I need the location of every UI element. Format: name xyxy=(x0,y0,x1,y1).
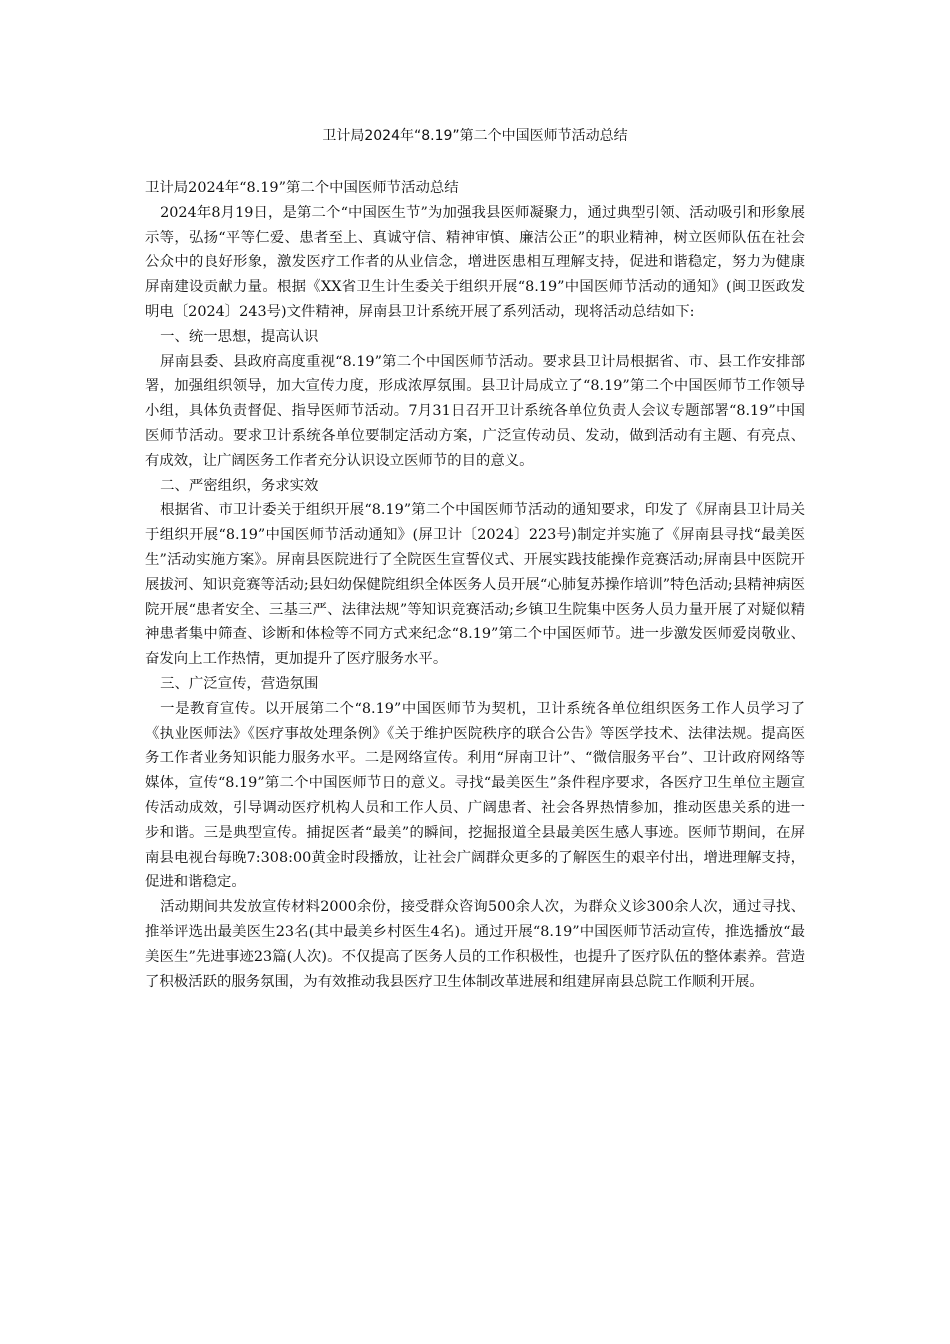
paragraph-section-2: 根据省、市卫计委关于组织开展“8.19”第二个中国医师节活动的通知要求，印发了《屏南县卫计局关于组织开展“8.19”中国医师节活动通知》(屏卫计〔2024〕223号)制定并实施了《屏南县寻找“最美医生”活动实施方案》。屏南县医院进行了全院医生宣誓仪式、开展实践技能操作竞赛活动;屏南县中医院开展拔河、知识竞赛等活动;县妇幼保健院组织全体医务人员开展“心肺复苏操作培训”特色活动;县精神病医院开展“患者安全、三基三严、法律法规”等知识竞赛活动;乡镇卫生院集中医务人员力量开展了对疑似精神患者集中筛查、诊断和体检等不同方式来纪念“8.19”第二个中国医师节。进一步激发医师爱岗敬业、奋发向上工作热情，更加提升了医疗服务水平。 xyxy=(145,502,805,668)
paragraph-intro: 2024年8月19日，是第二个“中国医生节”为加强我县医师凝聚力，通过典型引领、活动吸引和形象展示等，弘扬“平等仁爱、患者至上、真诚守信、精神审慎、廉洁公正”的职业精神，树立医师队伍在社会公众中的良好形象，激发医疗工作者的从业信念，增进医患相互理解支持，促进和谐稳定，努力为健康屏南建设贡献力量。根据《XX省卫生计生委关于组织开展“8.19”中国医师节活动的通知》(闽卫医政发明电〔2024〕243号)文件精神，屏南县卫计系统开展了系列活动，现将活动总结如下: xyxy=(145,204,805,320)
section-heading-3: 三、广泛宣传，营造氛围 xyxy=(160,675,319,692)
paragraph-section-3: 一是教育宣传。以开展第二个“8.19”中国医师节为契机，卫计系统各单位组织医务工作人员学习了《执业医师法》《医疗事故处理条例》《关于维护医院秩序的联合公告》等医学技术、法律法规。提高医务工作者业务知识能力服务水平。二是网络宣传。利用“屏南卫计”、“微信服务平台”、卫计政府网络等媒体，宣传“8.19”第二个中国医师节日的意义。寻找“最美医生”条件程序要求，各医疗卫生单位主题宣传活动成效，引导调动医疗机构人员和工作人员、广阔患者、社会各界热情参加，推动医患关系的进一步和谐。三是典型宣传。捕捉医者“最美”的瞬间，挖掘报道全县最美医生感人事迹。医师节期间，在屏南县电视台每晚7:308:00黄金时段播放，让社会广阔群众更多的了解医生的艰辛付出，增进理解支持，促进和谐稳定。 xyxy=(145,700,805,891)
section-heading-1: 一、统一思想，提高认识 xyxy=(160,328,319,345)
paragraph-summary: 活动期间共发放宣传材料2000余份，接受群众咨询500余人次，为群众义诊300余人次，通过寻找、推举评选出最美医生23名(其中最美乡村医生4名)。通过开展“8.19”中国医师节活动宣传，推选播放“最美医生”先进事迹23篇(人次)。不仅提高了医务人员的工作积极性，也提升了医疗队伍的整体素养。营造了积极活跃的服务氛围，为有效推动我县医疗卫生体制改革进展和组建屏南县总院工作顺利开展。 xyxy=(145,899,805,990)
paragraph-section-1: 屏南县委、县政府高度重视“8.19”第二个中国医师节活动。要求县卫计局根据省、市、县工作安排部署，加强组织领导，加大宣传力度，形成浓厚氛围。县卫计局成立了“8.19”第二个中国医师节工作领导小组，具体负责督促、指导医师节活动。7月31日召开卫计系统各单位负责人会议专题部署“8.19”中国医师节活动。要求卫计系统各单位要制定活动方案，广泛宣传动员、发动，做到活动有主题、有亮点、有成效，让广阔医务工作者充分认识设立医师节的目的意义。 xyxy=(145,353,805,469)
page-title: 卫计局2024年“8.19”第二个中国医师节活动总结 xyxy=(322,128,628,144)
document-body xyxy=(145,176,805,994)
section-heading-2: 二、严密组织，务求实效 xyxy=(160,477,319,494)
document-subtitle: 卫计局2024年“8.19”第二个中国医师节活动总结 xyxy=(145,180,459,196)
